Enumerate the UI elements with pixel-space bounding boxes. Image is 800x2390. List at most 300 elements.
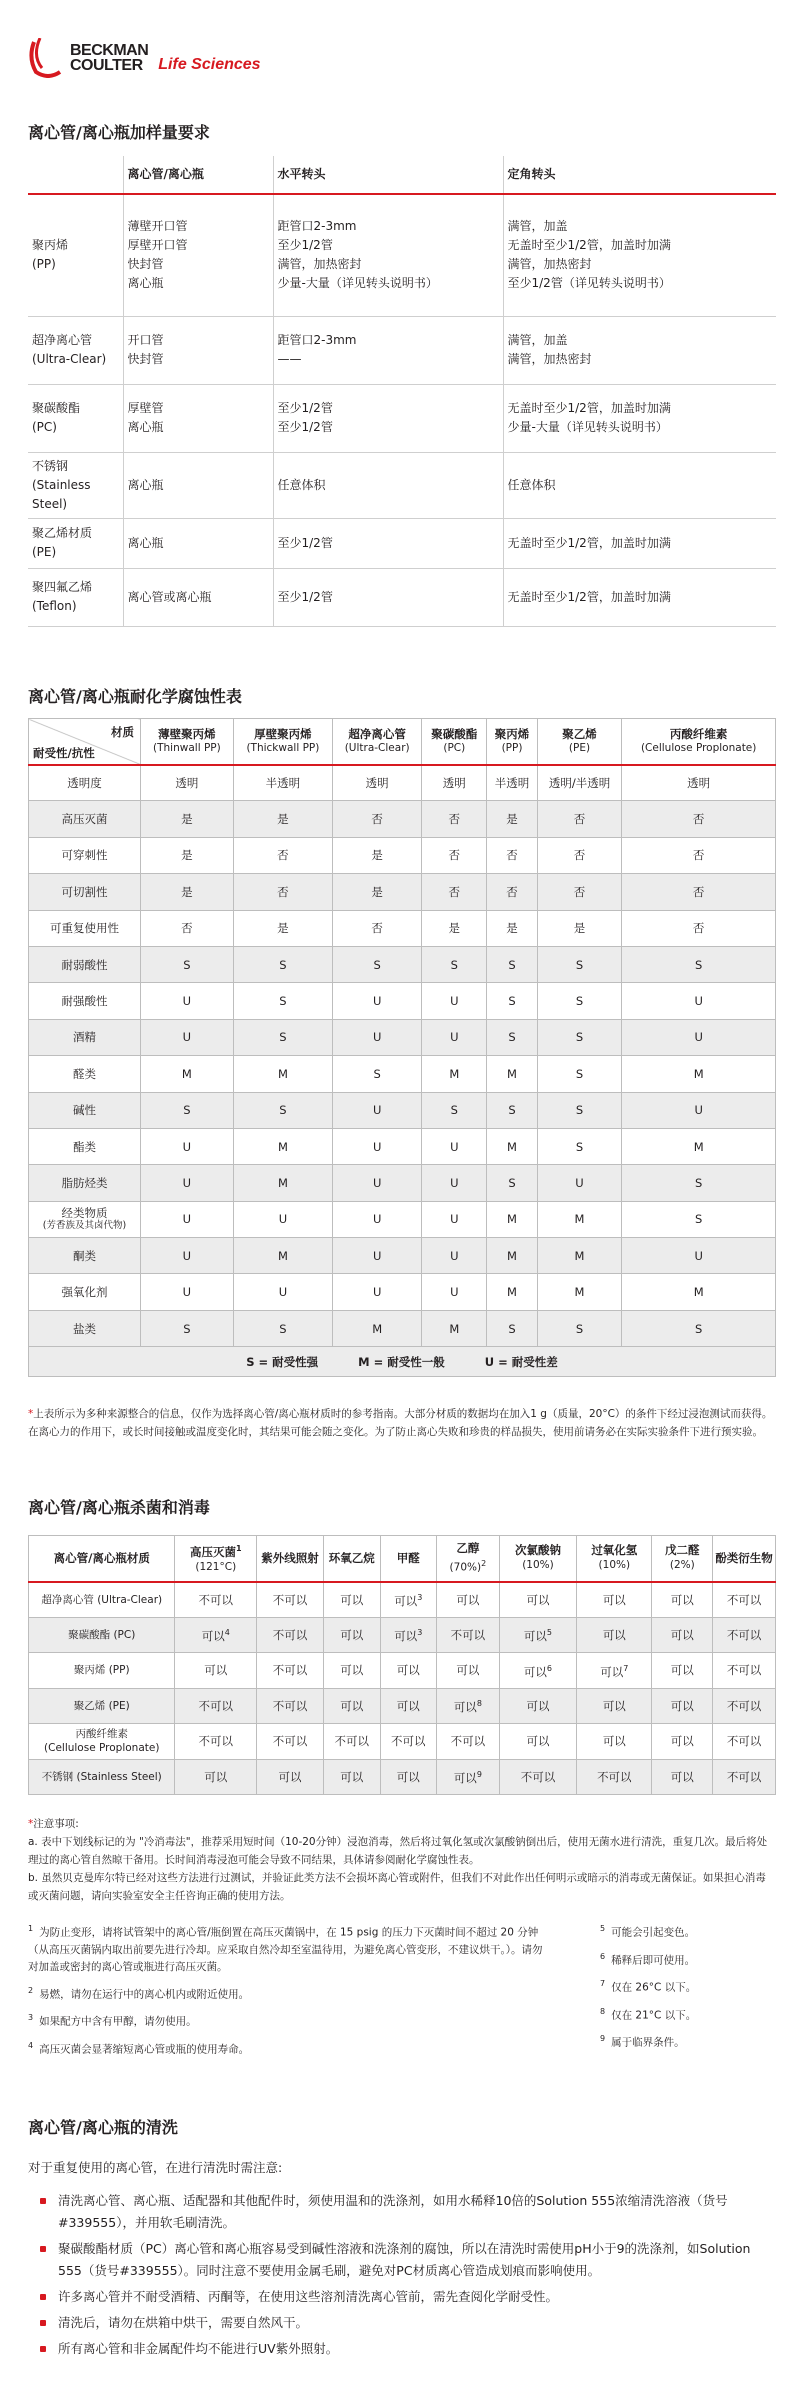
table-cell: 否	[622, 801, 776, 837]
table-cell: 可以	[324, 1653, 380, 1689]
table-cell: 可以$^9$	[436, 1759, 499, 1795]
cell-line: 离心瓶	[127, 535, 164, 550]
row-name: 可切割性	[61, 884, 108, 899]
column-name: 聚乙烯	[562, 727, 597, 742]
row-label	[29, 1653, 175, 1689]
table-cell: M	[422, 1310, 487, 1346]
table-cell: 否	[487, 874, 537, 910]
table-cell: 不可以	[257, 1582, 324, 1618]
row-label	[29, 1310, 141, 1346]
table-cell: S	[622, 946, 776, 982]
table-cell: M	[537, 1274, 622, 1310]
table-cell: U	[233, 1201, 332, 1237]
material-cell	[28, 384, 123, 452]
row-sub: (芳香族及其卤代物)	[42, 1220, 127, 1232]
column-header	[487, 719, 537, 765]
corner-bottom-label: 耐受性/抗性	[33, 745, 95, 760]
table-cell: 否	[622, 874, 776, 910]
column-abbr: (Ultra-Clear)	[344, 742, 410, 755]
table-cell: 可以	[652, 1653, 713, 1689]
table-cell: U	[333, 1019, 422, 1055]
tagline: Life Sciences	[158, 56, 261, 73]
column-header	[141, 719, 234, 765]
cell-line: 满管，加盖	[507, 333, 568, 347]
table-cell: U	[422, 1274, 487, 1310]
cell-line: 少量-大量（详见转头说明书）	[277, 276, 438, 291]
table-cell: 可以	[324, 1617, 380, 1653]
table-cell: U	[141, 983, 234, 1019]
row-label	[29, 1724, 175, 1760]
table-row	[29, 1582, 776, 1618]
column-name: 薄壁聚丙烯	[158, 727, 216, 742]
chemical-note: *上表所示为多种来源整合的信息，仅作为选择离心管/离心瓶材质时的参考指南。大部分材质的数据均在加入1 g（质量，20°C）的条件下经过浸泡测试而获得。在离心力的作用下，或长时间接触或温度变化时，其结果可能会随之变化。为了防止离心失败和珍贵的样品损失，使用前请务必在实际实验条件下进行预实验。	[28, 1408, 773, 1438]
table-cell: 否	[537, 874, 622, 910]
table-row	[29, 1724, 776, 1760]
row-name: 盐类	[73, 1321, 96, 1336]
column-name: 次氯酸钠	[514, 1543, 561, 1558]
row-name: 耐弱酸性	[61, 957, 108, 972]
row-name: 可穿刺性	[61, 848, 108, 863]
table-row	[29, 1274, 776, 1310]
table-cell: U	[422, 1238, 487, 1274]
row-label	[29, 874, 141, 910]
fill-volume-table	[28, 156, 776, 627]
table-cell: M	[537, 1201, 622, 1237]
section-title-sterilization: 离心管/离心瓶杀菌和消毒	[28, 1498, 210, 1517]
fixed-cell	[503, 452, 776, 518]
table-row	[29, 837, 776, 873]
column-sub: (121°C)	[195, 1561, 237, 1574]
table-cell: 半透明	[233, 765, 332, 801]
cell-line: (PC)	[32, 420, 57, 434]
table-row	[28, 452, 776, 518]
table-cell: 否	[422, 837, 487, 873]
row-name: 酯类	[73, 1139, 96, 1154]
row-name: 超净离心管 (Ultra-Clear)	[41, 1593, 163, 1606]
table-cell: M	[422, 1056, 487, 1092]
table-cell: 是	[487, 910, 537, 946]
column-sub: (10%)	[598, 1559, 631, 1572]
table-cell: M	[487, 1274, 537, 1310]
row-name: 不锈钢 (Stainless Steel)	[41, 1770, 162, 1783]
table-cell: U	[422, 1165, 487, 1201]
column-name: 甲醛	[396, 1550, 420, 1565]
row-label	[29, 1019, 141, 1055]
table-row	[28, 194, 776, 316]
table-cell: 是	[233, 801, 332, 837]
column-name: 高压灭菌$^1$	[189, 1544, 242, 1560]
cell-line: 离心管或离心瓶	[127, 589, 212, 604]
table-cell: 否	[622, 837, 776, 873]
table-row	[29, 1238, 776, 1274]
footnote: $^1$ 为防止变形，请将试管架中的离心管/瓶倒置在高压灭菌锅中，在 15 psig 的压力下灭菌时间不超过 20 分钟（从高压灭菌锅内取出前要先进行冷却。应采取自然冷却至室温待用，为避免离心管变形，不建议烘干。）。请勿对加盖或密封的离心管或瓶进行高压灭菌。	[28, 1924, 543, 1973]
section-title-chemical-resistance: 离心管/离心瓶耐化学腐蚀性表	[28, 687, 242, 706]
swing-cell	[273, 316, 503, 384]
table-cell: M	[233, 1165, 332, 1201]
table-cell: 可以	[175, 1653, 257, 1689]
row-label	[29, 1201, 141, 1237]
column-header	[175, 1536, 257, 1582]
cell-line: 至少1/2管	[277, 238, 333, 253]
table-row	[28, 568, 776, 626]
table-cell: 可以	[577, 1582, 652, 1618]
row-name: 丙酸纤维素	[75, 1728, 128, 1741]
footnote: $^6$ 稀释后即可使用。	[600, 1951, 696, 1966]
footnote: $^5$ 可能会引起变色。	[600, 1924, 696, 1939]
table-cell: S	[422, 1092, 487, 1128]
row-label	[29, 983, 141, 1019]
table-cell: 可以$^3$	[380, 1582, 436, 1618]
cleaning-intro: 对于重复使用的离心管，在进行清洗时需注意:	[28, 2160, 283, 2175]
cell-line: 少量-大量（详见转头说明书）	[507, 420, 668, 434]
cell-line: 无盖时至少1/2管，加盖时加满	[507, 401, 671, 415]
table-cell: 不可以	[324, 1724, 380, 1760]
cell-line: 聚碳酸酯	[32, 401, 81, 415]
beckman-logo-icon	[28, 38, 64, 78]
table-cell: 可以	[380, 1653, 436, 1689]
table-cell: S	[487, 1165, 537, 1201]
column-header	[537, 719, 622, 765]
table-cell: 不可以	[257, 1617, 324, 1653]
table-cell: 不可以	[713, 1653, 776, 1689]
table-cell: M	[487, 1238, 537, 1274]
table-cell: 否	[422, 874, 487, 910]
swing-cell	[273, 452, 503, 518]
column-name: 丙酸纤维素	[669, 727, 728, 742]
table-cell: U	[422, 1201, 487, 1237]
table-cell: U	[622, 1019, 776, 1055]
type-cell	[123, 452, 273, 518]
brand-logo	[28, 30, 261, 86]
table-cell: 否	[537, 837, 622, 873]
row-name: 聚乙烯 (PE)	[73, 1699, 130, 1712]
table-row	[29, 1128, 776, 1164]
corner-top-label: 材质	[111, 725, 134, 739]
cell-line: ——	[277, 352, 302, 366]
list-item: 聚碳酸酯材质（PC）离心管和离心瓶容易受到碱性溶液和洗涤剂的腐蚀，所以在清洗时需使用pH小于9的洗涤剂，如Solution 555（货号#339555）。同时注意不要使用金属毛刷，避免对PC材质离心管造成划痕而影响使用。	[58, 2238, 778, 2282]
swing-cell	[273, 194, 503, 316]
table-cell: M	[537, 1238, 622, 1274]
column-name: 乙醇	[456, 1541, 480, 1555]
table-cell: 否	[333, 801, 422, 837]
column-header: 水平转头	[273, 156, 503, 194]
row-name: 脂肪烃类	[61, 1175, 108, 1190]
column-header	[233, 719, 332, 765]
cell-line: (PE)	[32, 545, 57, 559]
table-cell: 是	[141, 837, 234, 873]
cell-line: 离心瓶	[127, 477, 164, 492]
cell-line: 至少1/2管	[277, 420, 333, 434]
section-title-fill-volume: 离心管/离心瓶加样量要求	[28, 123, 210, 142]
table-cell: U	[141, 1165, 234, 1201]
row-label	[29, 765, 141, 801]
corner-cell	[29, 719, 141, 765]
table-cell: 否	[141, 910, 234, 946]
footnote: $^8$ 仅在 21°C 以下。	[600, 2006, 697, 2021]
footnote: $^2$ 易燃，请勿在运行中的离心机内或附近使用。	[28, 1985, 250, 2000]
table-cell: 可以	[324, 1759, 380, 1795]
table-cell: S	[422, 946, 487, 982]
table-row	[28, 518, 776, 568]
cell-line: 至少1/2管（详见转头说明书）	[507, 276, 671, 291]
cell-line: 满管，加热密封	[507, 352, 592, 366]
table-header-row	[29, 719, 776, 765]
cell-line: 薄壁开口管	[127, 219, 188, 234]
material-cell	[28, 316, 123, 384]
cell-line: (Ultra-Clear)	[32, 352, 107, 366]
table-cell: S	[141, 1092, 234, 1128]
fixed-cell	[503, 194, 776, 316]
table-row	[29, 1165, 776, 1201]
table-cell: 可以	[499, 1688, 576, 1724]
column-header: 定角转头	[503, 156, 776, 194]
table-cell: U	[333, 1274, 422, 1310]
column-header	[436, 1536, 499, 1582]
table-cell: 可以	[652, 1617, 713, 1653]
table-cell: 可以	[577, 1617, 652, 1653]
table-cell: 可以	[257, 1759, 324, 1795]
row-name: 聚丙烯 (PP)	[73, 1664, 130, 1677]
column-header	[28, 156, 123, 194]
table-cell: 可以$^7$	[577, 1653, 652, 1689]
table-cell: M	[233, 1128, 332, 1164]
table-cell: 可以	[499, 1582, 576, 1618]
table-cell: 是	[422, 910, 487, 946]
type-cell	[123, 518, 273, 568]
cell-line: 距管口2-3mm	[277, 219, 357, 234]
cell-line: 满管，加盖	[507, 219, 568, 234]
column-sub: (2%)	[669, 1559, 695, 1572]
list-item: 许多离心管并不耐受酒精、丙酮等，在使用这些溶剂清洗离心管前，需先查阅化学耐受性。	[58, 2286, 778, 2308]
material-cell	[28, 194, 123, 316]
cell-line: 至少1/2管	[277, 589, 333, 604]
row-name: 醛类	[73, 1066, 96, 1081]
table-cell: S	[333, 1056, 422, 1092]
table-cell: U	[622, 1238, 776, 1274]
table-cell: U	[333, 1201, 422, 1237]
table-cell: M	[487, 1128, 537, 1164]
table-cell: S	[537, 946, 622, 982]
table-cell: 可以	[175, 1759, 257, 1795]
table-cell: 不可以	[175, 1582, 257, 1618]
column-abbr: (PE)	[568, 742, 591, 755]
column-name: 酚类衍生物	[715, 1550, 773, 1565]
column-name: 过氧化氢	[591, 1543, 638, 1558]
table-row	[29, 874, 776, 910]
table-cell: 是	[333, 874, 422, 910]
table-cell: 是	[141, 874, 234, 910]
table-cell: U	[622, 983, 776, 1019]
table-cell: 不可以	[713, 1617, 776, 1653]
table-row	[28, 316, 776, 384]
table-cell: 可以	[436, 1582, 499, 1618]
table-cell: S	[233, 983, 332, 1019]
table-row	[29, 1617, 776, 1653]
table-cell: 透明	[333, 765, 422, 801]
cell-line: 快封管	[127, 352, 164, 366]
column-abbr: (Thinwall PP)	[153, 742, 221, 755]
row-name: 耐强酸性	[61, 994, 108, 1009]
legend-item: U = 耐受性差	[484, 1354, 558, 1369]
column-header	[577, 1536, 652, 1582]
table-cell: M	[141, 1056, 234, 1092]
sterilization-table	[28, 1535, 776, 1795]
table-row	[28, 384, 776, 452]
sterilization-notes: *注意事项: a. 表中下划线标记的为 "冷消毒法"，推荐采用短时间（10-20分钟）浸泡消毒，然后将过氧化氢或次氯酸钠倒出后，使用无菌水进行清洗，重复几次。最后将处理过的离心管自然晾干备用。长时间消毒浸泡可能会导致不同结果，具体请参阅耐化学腐蚀性表。 b. 虽然贝克曼库尔特已经对这些方法进行过测试，并验证此类方法不会损坏离心管或附件，但我们不对此作出任何明示或暗示的消毒或无菌保证。如果担心消毒或灭菌问题，请向实验室安全主任咨询正确的使用方法。	[28, 1818, 768, 1902]
table-cell: U	[622, 1092, 776, 1128]
table-cell: 可以	[652, 1759, 713, 1795]
column-header	[652, 1536, 713, 1582]
type-cell	[123, 568, 273, 626]
table-cell: 可以	[577, 1724, 652, 1760]
table-cell: 不可以	[436, 1724, 499, 1760]
table-cell: M	[622, 1056, 776, 1092]
footnote: $^4$ 高压灭菌会显著缩短离心管或瓶的使用寿命。	[28, 2040, 250, 2055]
column-name: 戊二醛	[665, 1543, 700, 1558]
column-abbr: (PC)	[443, 742, 466, 755]
table-cell: M	[622, 1128, 776, 1164]
fixed-cell	[503, 384, 776, 452]
legend-row	[29, 1347, 776, 1377]
table-row	[29, 1310, 776, 1346]
table-cell: M	[622, 1274, 776, 1310]
cell-line: 聚乙烯材质	[32, 526, 93, 540]
footnote: $^9$ 属于临界条件。	[600, 2034, 685, 2049]
table-cell: S	[537, 1128, 622, 1164]
table-row	[29, 801, 776, 837]
table-cell: U	[141, 1019, 234, 1055]
cell-line: 聚四氟乙烯	[32, 580, 93, 594]
column-abbr: (Cellulose Proplonate)	[640, 742, 757, 755]
table-cell: U	[537, 1165, 622, 1201]
column-name: 超净离心管	[348, 727, 406, 742]
table-cell: 可以	[652, 1724, 713, 1760]
cell-line: 超净离心管	[32, 333, 93, 347]
table-row	[29, 1201, 776, 1237]
column-name: 聚碳酸酯	[431, 727, 478, 742]
table-cell: M	[233, 1238, 332, 1274]
row-label	[29, 1238, 141, 1274]
table-cell: U	[333, 1165, 422, 1201]
row-name: 高压灭菌	[61, 812, 108, 827]
table-cell: S	[487, 1019, 537, 1055]
table-cell: 可以	[577, 1688, 652, 1724]
swing-cell	[273, 568, 503, 626]
column-name: 厚壁聚丙烯	[254, 727, 312, 742]
row-sub: (Cellulose Proplonate)	[44, 1742, 160, 1755]
row-label	[29, 946, 141, 982]
table-cell: 可以$^4$	[175, 1617, 257, 1653]
column-header	[380, 1536, 436, 1582]
table-cell: 可以	[499, 1724, 576, 1760]
row-name: 聚碳酸酯 (PC)	[68, 1628, 136, 1641]
cell-line: 不锈钢	[32, 458, 69, 473]
table-cell: 不可以	[713, 1582, 776, 1618]
type-cell	[123, 194, 273, 316]
column-sub: (10%)	[522, 1559, 554, 1572]
table-cell: S	[487, 1310, 537, 1346]
column-name: 紫外线照射	[261, 1550, 319, 1565]
table-cell: S	[233, 946, 332, 982]
table-cell: U	[422, 983, 487, 1019]
table-cell: S	[141, 946, 234, 982]
row-label	[29, 1274, 141, 1310]
table-cell: S	[487, 1092, 537, 1128]
table-cell: S	[537, 983, 622, 1019]
table-cell: U	[333, 1238, 422, 1274]
table-row	[29, 1019, 776, 1055]
table-cell: 不可以	[257, 1653, 324, 1689]
cell-line: 满管，加热密封	[277, 257, 362, 272]
table-cell: 否	[333, 910, 422, 946]
table-cell: 是	[487, 801, 537, 837]
row-label	[29, 1128, 141, 1164]
cell-line: 快封管	[127, 257, 164, 272]
table-cell: S	[233, 1092, 332, 1128]
material-cell	[28, 568, 123, 626]
row-label	[29, 1582, 175, 1618]
column-header	[622, 719, 776, 765]
table-row	[29, 1688, 776, 1724]
table-cell: M	[233, 1056, 332, 1092]
footnotes-left	[28, 1920, 548, 2064]
row-label	[29, 1092, 141, 1128]
table-cell: 可以	[436, 1653, 499, 1689]
table-cell: 不可以	[175, 1724, 257, 1760]
column-name: 聚丙烯	[494, 727, 530, 742]
swing-cell	[273, 384, 503, 452]
list-item: 清洗离心管、离心瓶、适配器和其他配件时，须使用温和的洗涤剂，如用水稀释10倍的Solution 555浓缩清洗溶液（货号#339555），并用软毛刷清洗。	[58, 2190, 778, 2234]
list-item: 清洗后，请勿在烘箱中烘干，需要自然风干。	[58, 2312, 778, 2334]
table-row	[29, 1092, 776, 1128]
cell-line: 无盖时至少1/2管，加盖时加满	[507, 589, 671, 604]
column-header	[422, 719, 487, 765]
table-cell: 可以	[652, 1688, 713, 1724]
table-cell: M	[487, 1056, 537, 1092]
table-cell: 透明	[422, 765, 487, 801]
column-sub: $(70\%)^2$	[449, 1559, 487, 1574]
column-header	[257, 1536, 324, 1582]
table-cell: S	[537, 1056, 622, 1092]
table-cell: 可以	[652, 1582, 713, 1618]
table-cell: U	[141, 1201, 234, 1237]
cell-line: 至少1/2管	[277, 535, 333, 550]
table-cell: S	[622, 1165, 776, 1201]
table-cell: 是	[537, 910, 622, 946]
table-cell: S	[537, 1092, 622, 1128]
table-cell: S	[622, 1310, 776, 1346]
table-cell: 透明/半透明	[537, 765, 622, 801]
table-cell: S	[233, 1019, 332, 1055]
row-name: 碱性	[73, 1103, 96, 1118]
table-header-row	[29, 1536, 776, 1582]
table-cell: 可以	[380, 1688, 436, 1724]
row-label	[29, 1759, 175, 1795]
cell-line: 距管口2-3mm	[277, 333, 357, 347]
row-name: 强氧化剂	[61, 1285, 108, 1300]
table-cell: M	[333, 1310, 422, 1346]
column-header	[499, 1536, 576, 1582]
section-title-cleaning: 离心管/离心瓶的清洗	[28, 2118, 178, 2137]
table-row	[29, 910, 776, 946]
chemical-resistance-table	[28, 718, 776, 1377]
fixed-cell	[503, 518, 776, 568]
table-header-row	[28, 156, 776, 194]
column-name: 离心管/离心瓶材质	[53, 1550, 150, 1565]
table-cell: U	[333, 1128, 422, 1164]
table-cell: 不可以	[257, 1724, 324, 1760]
table-cell: U	[141, 1238, 234, 1274]
